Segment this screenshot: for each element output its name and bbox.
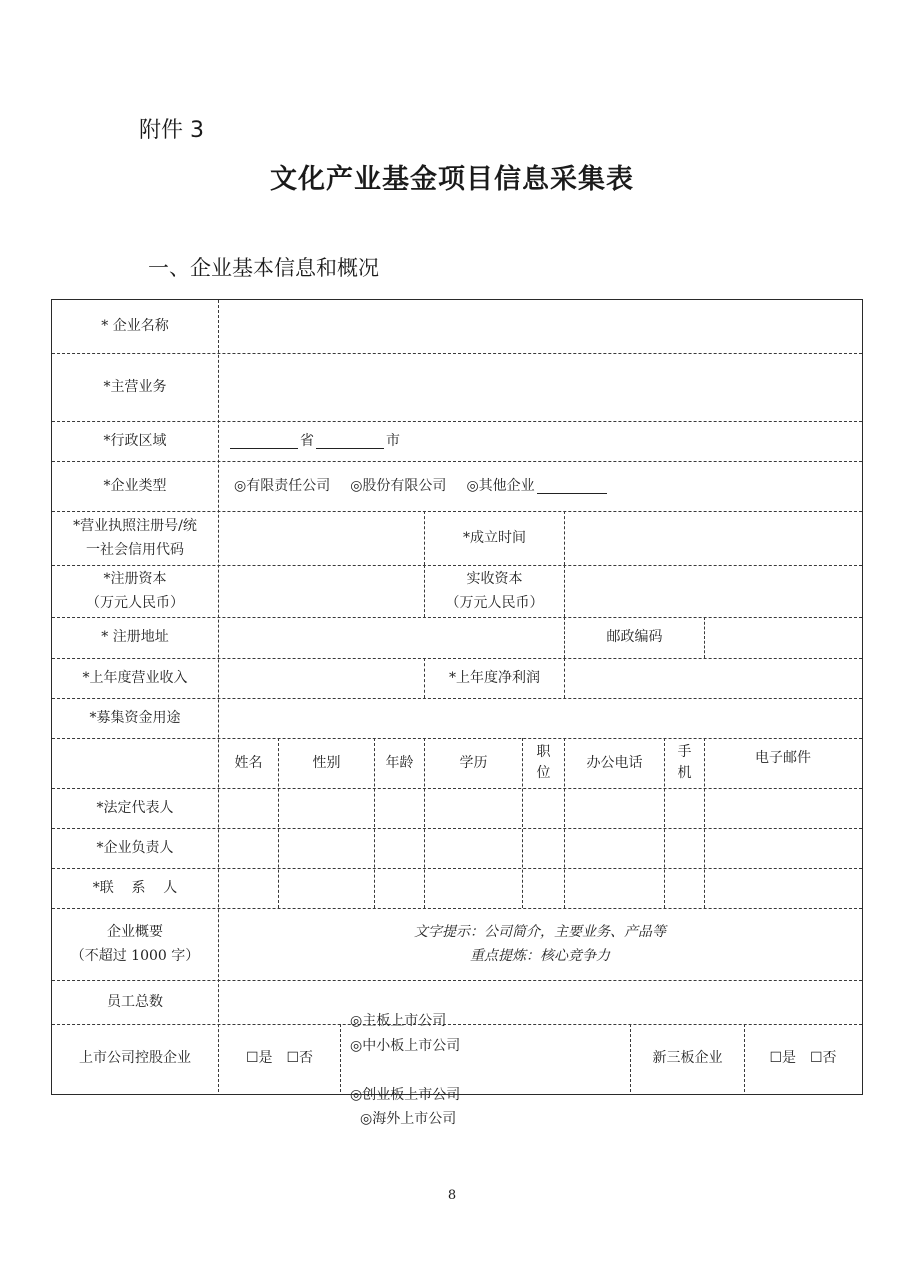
- other-type-blank[interactable]: [537, 479, 607, 494]
- contact-person-label: *联 系 人: [92, 879, 178, 896]
- paid-in-capital-label: 实收资本 （万元人民币）: [445, 570, 544, 611]
- header-position: 职 位: [536, 744, 551, 781]
- board-overseas[interactable]: ◎海外上市公司: [360, 1111, 457, 1127]
- province-blank[interactable]: [230, 434, 298, 449]
- main-business-label: *主营业务: [103, 378, 167, 395]
- company-head-label: *企业负责人: [96, 839, 174, 856]
- neeq-label: 新三板企业: [652, 1049, 723, 1066]
- overview-hint: 文字提示：公司简介，主要业务、产品等 重点提炼：核心竞争力: [414, 923, 666, 964]
- company-name-field[interactable]: [219, 300, 861, 353]
- column-divider: [564, 565, 565, 617]
- city-blank[interactable]: [316, 434, 384, 449]
- header-name: 姓名: [234, 754, 263, 771]
- header-email: 电子邮件: [755, 749, 811, 766]
- company-type-label: *企业类型: [103, 477, 167, 494]
- license-label: *营业执照注册号/统 一社会信用代码: [73, 517, 197, 558]
- info-form-table: [52, 300, 864, 1127]
- company-type-option-llc[interactable]: ◎有限责任公司: [234, 477, 331, 494]
- listed-no-checkbox[interactable]: ☐否: [286, 1049, 314, 1066]
- column-divider: [564, 658, 565, 698]
- listed-choice: [219, 1024, 340, 1092]
- province-label: 省: [300, 432, 314, 449]
- main-business-field[interactable]: [219, 353, 861, 421]
- section-heading: 一、企业基本信息和概况: [148, 256, 379, 280]
- header-gender: 性别: [312, 754, 341, 771]
- column-divider: [564, 511, 565, 565]
- overview-field[interactable]: [219, 908, 861, 980]
- neeq-yes-checkbox[interactable]: ☐是: [769, 1049, 796, 1066]
- header-age: 年龄: [385, 754, 414, 771]
- established-label: *成立时间: [463, 529, 526, 546]
- header-mobile: 手 机: [677, 744, 692, 781]
- region-label: *行政区域: [103, 432, 167, 449]
- postcode-label: 邮政编码: [606, 629, 663, 646]
- company-type-option-other[interactable]: ◎其他企业: [466, 477, 535, 494]
- board-chinext[interactable]: ◎创业板上市公司: [350, 1086, 461, 1103]
- board-sme[interactable]: ◎中小板上市公司: [350, 1037, 461, 1054]
- region-field[interactable]: [228, 421, 828, 461]
- board-main[interactable]: ◎主板上市公司: [350, 1013, 447, 1029]
- neeq-no-checkbox[interactable]: ☐否: [810, 1049, 837, 1066]
- revenue-label: *上年度营业收入: [82, 669, 188, 686]
- fund-use-label: *募集资金用途: [89, 709, 181, 726]
- column-divider: [704, 617, 705, 658]
- company-type-options: [234, 461, 854, 511]
- page-number: 8: [447, 1188, 457, 1203]
- board-options: [350, 1013, 630, 1127]
- header-education: 学历: [459, 754, 488, 771]
- listed-yes-checkbox[interactable]: ☐是: [245, 1049, 273, 1066]
- column-divider: [340, 1024, 341, 1092]
- net-profit-label: *上年度净利润: [449, 669, 540, 686]
- overview-label: 企业概要 （不超过 1000 字）: [70, 923, 200, 964]
- registered-capital-label: *注册资本 （万元人民币）: [86, 570, 184, 611]
- company-type-option-joint-stock[interactable]: ◎股份有限公司: [350, 477, 447, 494]
- address-label: * 注册地址: [101, 629, 169, 646]
- document-title: 文化产业基金项目信息采集表: [270, 164, 634, 195]
- neeq-choice: [745, 1024, 861, 1092]
- attachment-label: 附件 3: [139, 118, 204, 143]
- employees-label: 员工总数: [107, 993, 163, 1010]
- legal-rep-label: *法定代表人: [96, 799, 174, 816]
- listed-label: 上市公司控股企业: [79, 1049, 191, 1066]
- company-name-label: * 企业名称: [101, 318, 169, 335]
- header-office-phone: 办公电话: [586, 754, 643, 771]
- city-label: 市: [386, 432, 400, 449]
